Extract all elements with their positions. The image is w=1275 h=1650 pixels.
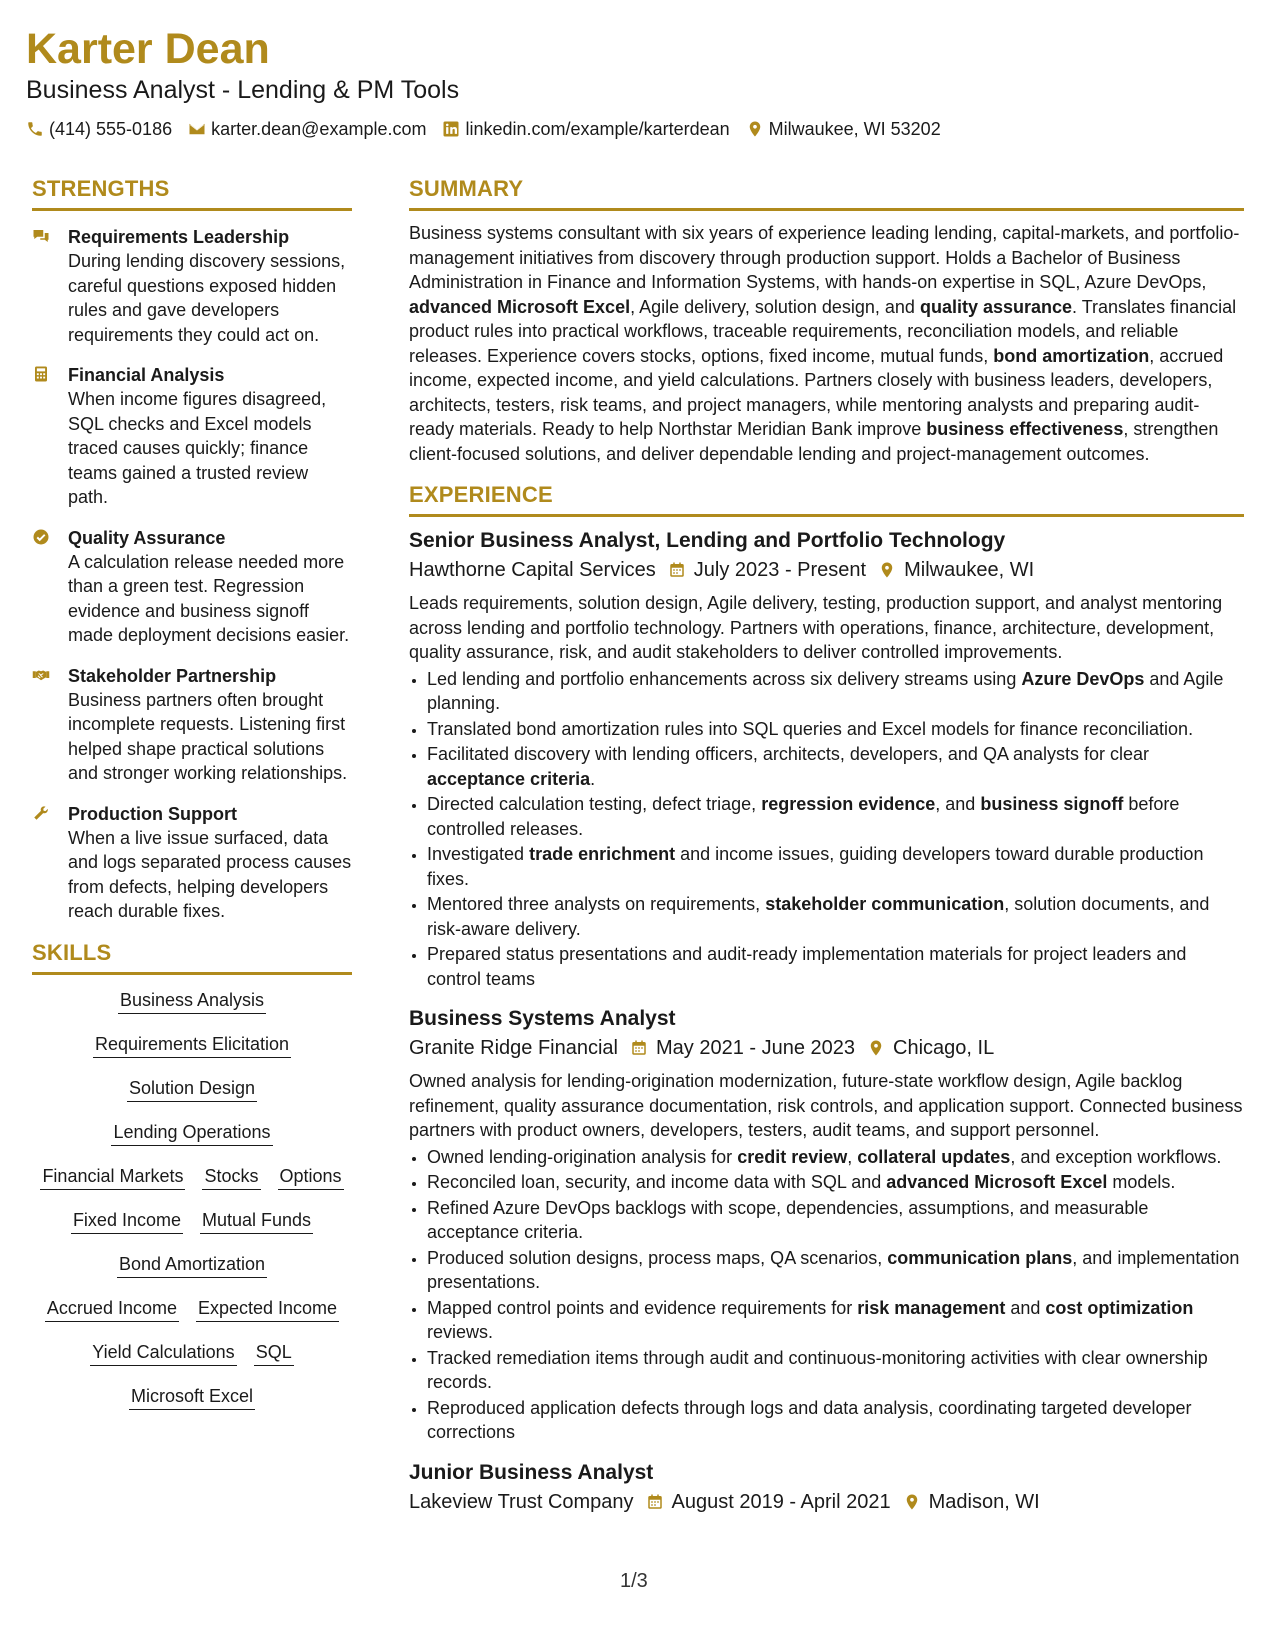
text-segment: Led lending and portfolio enhancements across six delivery streams using bbox=[427, 668, 1022, 689]
text-segment: reviews. bbox=[427, 1322, 494, 1342]
text-segment: Owned lending-origination analysis for bbox=[427, 1146, 738, 1167]
job-company: Lakeview Trust Company bbox=[409, 1490, 634, 1513]
skills-row bbox=[129, 1385, 255, 1410]
left-column bbox=[32, 176, 352, 1410]
phone-icon bbox=[26, 120, 44, 138]
text-segment: Refined Azure DevOps backlogs with scope, dependencies, assumptions, and measurable acceptance criteria. bbox=[427, 1197, 1149, 1242]
job-meta bbox=[409, 1487, 1244, 1517]
wrench-icon bbox=[32, 804, 50, 822]
skills-row bbox=[93, 1033, 291, 1058]
handshake-icon bbox=[32, 666, 50, 684]
text-segment: models. bbox=[1107, 1172, 1176, 1192]
job-entry bbox=[409, 527, 1244, 991]
calendar-icon bbox=[630, 1039, 648, 1057]
bullet-item bbox=[427, 942, 1244, 991]
resume-header bbox=[26, 24, 1246, 140]
text-segment: , bbox=[847, 1146, 858, 1167]
skills-row bbox=[90, 1341, 293, 1366]
skill-tag: Bond Amortization bbox=[117, 1253, 267, 1278]
skills-row bbox=[118, 989, 266, 1014]
text-segment: before controlled releases. bbox=[427, 794, 1180, 839]
bold-phrase: quality assurance bbox=[919, 296, 1073, 317]
job-entry bbox=[409, 1005, 1244, 1445]
bullet-item bbox=[427, 1296, 1244, 1345]
bullet-item bbox=[427, 1196, 1244, 1245]
job-title: Junior Business Analyst bbox=[409, 1460, 654, 1484]
skill-tag: Microsoft Excel bbox=[129, 1385, 255, 1410]
bullet-item bbox=[427, 1145, 1244, 1170]
text-segment: , accrued income, expected income, and yield calculations. Partners closely with business leaders, developers, architects, testers, risk teams, and project managers, while mentoring analysts and preparing audit-ready materials. Ready to help Northstar Meridian Bank improve bbox=[409, 345, 1224, 439]
comments-icon bbox=[32, 227, 50, 245]
summary-heading: SUMMARY bbox=[409, 176, 1244, 211]
bold-phrase: bond amortization bbox=[993, 345, 1150, 366]
strength-title: Requirements Leadership bbox=[68, 227, 290, 247]
calendar-icon bbox=[646, 1493, 664, 1511]
text-segment: , strengthen client-focused solutions, and deliver dependable lending and project-management outcomes. bbox=[409, 419, 1219, 464]
map-pin-icon bbox=[878, 561, 896, 579]
job-description: Owned analysis for lending-origination modernization, future-state workflow design, Agile backlog refinement, quality assurance documentation, risk controls, and application support. Connected business partners with product owners, developers, testers, audit teams, and support personnel. bbox=[409, 1071, 1243, 1140]
strength-item bbox=[32, 802, 352, 924]
strength-item bbox=[32, 526, 352, 648]
job-bullets bbox=[409, 1145, 1244, 1445]
calendar-icon bbox=[668, 561, 686, 579]
job-dates: August 2019 - April 2021 bbox=[671, 1490, 891, 1513]
strength-item bbox=[32, 664, 352, 786]
strength-desc: When a live issue surfaced, data and logs separated process causes from defects, helping developers reach durable fixes. bbox=[68, 827, 352, 921]
bullet-item bbox=[427, 842, 1244, 891]
text-segment: Business systems consultant with six years of experience leading lending, capital-markets, and portfolio-management initiatives from discovery through production support. Holds a Bachelor of Business Administration in Finance and Information Systems, with hands-on expertise in SQL, Azure DevOps, bbox=[409, 223, 1240, 292]
skills-row bbox=[45, 1297, 339, 1322]
location-text: Milwaukee, WI 53202 bbox=[768, 119, 941, 139]
bold-phrase: regression evidence bbox=[761, 794, 936, 814]
text-segment: , and implementation presentations. bbox=[427, 1247, 1240, 1292]
strength-desc: Business partners often brought incomplete requests. Listening first helped shape practical solutions and stronger working relationships. bbox=[68, 689, 348, 783]
skill-tag: Yield Calculations bbox=[90, 1341, 236, 1366]
text-segment: . Translates financial product rules into practical workflows, traceable requirements, reconciliation models, and reliable releases. Experience covers stocks, options, fixed income, mutual funds, bbox=[409, 296, 1237, 366]
bullet-item bbox=[427, 1346, 1244, 1395]
skill-tag: Options bbox=[278, 1165, 344, 1190]
text-segment: and bbox=[1005, 1297, 1046, 1318]
skills-row bbox=[127, 1077, 257, 1102]
text-segment: Mentored three analysts on requirements, bbox=[427, 894, 766, 914]
skill-tag: SQL bbox=[254, 1341, 294, 1366]
skill-tag: Lending Operations bbox=[111, 1121, 272, 1146]
bold-phrase: advanced Microsoft Excel bbox=[886, 1172, 1108, 1192]
map-pin-icon bbox=[867, 1039, 885, 1057]
job-location: Milwaukee, WI bbox=[904, 559, 1035, 581]
bold-phrase: communication plans bbox=[887, 1247, 1073, 1268]
phone-text: (414) 555-0186 bbox=[49, 119, 173, 139]
skill-tag: Mutual Funds bbox=[200, 1209, 313, 1234]
linkedin-text[interactable]: linkedin.com/example/karterdean bbox=[465, 119, 730, 139]
skills-row bbox=[40, 1165, 343, 1190]
bold-phrase: stakeholder communication bbox=[765, 894, 1005, 914]
strengths-list bbox=[32, 225, 352, 924]
check-circle-icon bbox=[32, 528, 50, 546]
bold-phrase: Azure DevOps bbox=[1021, 668, 1145, 689]
text-segment: Facilitated discovery with lending officers, architects, developers, and QA analysts for clear bbox=[427, 744, 1150, 764]
text-segment: and income issues, guiding developers toward durable production fixes. bbox=[427, 844, 1204, 889]
text-segment: Produced solution designs, process maps, QA scenarios, bbox=[427, 1247, 888, 1268]
bold-phrase: advanced Microsoft Excel bbox=[409, 296, 631, 317]
calculator-icon bbox=[32, 365, 50, 383]
text-segment: . bbox=[590, 768, 596, 789]
text-segment: Reconciled loan, security, and income data with SQL and bbox=[427, 1172, 887, 1192]
strength-title: Production Support bbox=[68, 803, 237, 824]
skill-tag: Solution Design bbox=[127, 1077, 257, 1102]
text-segment: Mapped control points and evidence requirements for bbox=[427, 1297, 858, 1318]
contact-phone bbox=[26, 118, 172, 140]
bold-phrase: acceptance criteria bbox=[427, 768, 591, 789]
strength-title: Financial Analysis bbox=[68, 365, 225, 385]
skill-tag: Accrued Income bbox=[45, 1297, 179, 1322]
skills-list bbox=[32, 989, 352, 1410]
strength-item bbox=[32, 363, 352, 510]
job-dates: May 2021 - June 2023 bbox=[656, 1037, 856, 1059]
experience-heading: EXPERIENCE bbox=[409, 482, 1244, 517]
skill-tag: Stocks bbox=[202, 1165, 260, 1190]
job-company: Hawthorne Capital Services bbox=[409, 559, 656, 581]
skill-tag: Business Analysis bbox=[118, 989, 266, 1014]
bold-phrase: business effectiveness bbox=[926, 419, 1124, 439]
bold-phrase: business signoff bbox=[980, 794, 1124, 814]
candidate-name: Karter Dean bbox=[26, 25, 270, 73]
text-segment: Tracked remediation items through audit and continuous-monitoring activities with clear ownership records. bbox=[427, 1347, 1208, 1392]
linkedin-icon bbox=[442, 120, 460, 138]
bold-phrase: collateral updates bbox=[857, 1146, 1011, 1167]
skill-tag: Financial Markets bbox=[40, 1165, 185, 1190]
text-segment: Investigated bbox=[427, 844, 530, 864]
right-column bbox=[409, 176, 1244, 1517]
strength-desc: During lending discovery sessions, careful questions exposed hidden rules and gave developers requirements they could act on. bbox=[68, 251, 346, 345]
strengths-heading: STRENGTHS bbox=[32, 176, 352, 211]
job-description: Leads requirements, solution design, Agile delivery, testing, production support, and analyst mentoring across lending and portfolio technology. Partners with operations, finance, architecture, development, quality assurance, risk, and audit stakeholders to deliver controlled improvements. bbox=[409, 593, 1223, 662]
contact-linkedin[interactable] bbox=[442, 118, 729, 140]
job-company: Granite Ridge Financial bbox=[409, 1037, 618, 1059]
job-title: Business Systems Analyst bbox=[409, 1007, 676, 1030]
summary-text bbox=[409, 221, 1244, 466]
text-segment: Directed calculation testing, defect triage, bbox=[427, 794, 762, 814]
job-bullets bbox=[409, 667, 1244, 992]
text-segment: Prepared status presentations and audit-ready implementation materials for project leaders and control teams bbox=[427, 944, 1187, 989]
bullet-item bbox=[427, 1396, 1244, 1445]
job-dates: July 2023 - Present bbox=[693, 559, 867, 581]
strength-desc: When income figures disagreed, SQL checks and Excel models traced causes quickly; finance teams gained a trusted review path. bbox=[68, 389, 327, 507]
bullet-item bbox=[427, 892, 1244, 941]
candidate-headline: Business Analyst - Lending & PM Tools bbox=[26, 76, 460, 104]
strength-title: Quality Assurance bbox=[68, 527, 226, 548]
email-text[interactable]: karter.dean@example.com bbox=[211, 119, 427, 139]
job-title: Senior Business Analyst, Lending and Portfolio Technology bbox=[409, 529, 1006, 552]
text-segment: , and exception workflows. bbox=[1010, 1146, 1222, 1167]
job-entry bbox=[409, 1459, 1244, 1517]
text-segment: and Agile planning. bbox=[427, 668, 1224, 713]
map-pin-icon bbox=[903, 1493, 921, 1511]
bullet-item bbox=[427, 1170, 1244, 1195]
contact-bar bbox=[26, 118, 1246, 140]
page-number: 1/3 bbox=[620, 1570, 648, 1592]
strength-desc: A calculation release needed more than a green test. Regression evidence and business signoff made deployment decisions easier. bbox=[68, 551, 350, 645]
skills-heading: SKILLS bbox=[32, 940, 352, 975]
contact-location bbox=[746, 118, 941, 140]
strength-title: Stakeholder Partnership bbox=[68, 665, 277, 686]
bullet-item bbox=[427, 667, 1244, 716]
job-location: Madison, WI bbox=[928, 1490, 1040, 1513]
skills-row bbox=[71, 1209, 313, 1234]
text-segment: Reproduced application defects through logs and data analysis, coordinating targeted developer corrections bbox=[427, 1397, 1192, 1442]
envelope-icon bbox=[188, 120, 206, 138]
bullet-item bbox=[427, 1246, 1244, 1295]
bullet-item bbox=[427, 717, 1244, 742]
bullet-item bbox=[427, 742, 1244, 791]
strength-item bbox=[32, 225, 352, 347]
text-segment: Translated bond amortization rules into SQL queries and Excel models for finance reconciliation. bbox=[427, 718, 1194, 739]
skills-row bbox=[111, 1121, 272, 1146]
text-segment: , Agile delivery, solution design, and bbox=[630, 296, 920, 317]
skill-tag: Expected Income bbox=[196, 1297, 339, 1322]
text-segment: , solution documents, and risk-aware delivery. bbox=[427, 894, 1210, 939]
bold-phrase: credit review bbox=[737, 1146, 848, 1167]
skills-row bbox=[117, 1253, 267, 1278]
skill-tag: Fixed Income bbox=[71, 1209, 183, 1234]
bold-phrase: trade enrichment bbox=[529, 844, 676, 864]
bold-phrase: cost optimization bbox=[1045, 1297, 1194, 1318]
text-segment: , and bbox=[935, 794, 981, 814]
job-location: Chicago, IL bbox=[893, 1037, 995, 1059]
bold-phrase: risk management bbox=[857, 1297, 1006, 1318]
job-meta bbox=[409, 1033, 1244, 1063]
skill-tag: Requirements Elicitation bbox=[93, 1033, 291, 1058]
job-meta bbox=[409, 555, 1244, 585]
contact-email[interactable] bbox=[188, 118, 426, 140]
bullet-item bbox=[427, 792, 1244, 841]
map-pin-icon bbox=[746, 120, 764, 138]
